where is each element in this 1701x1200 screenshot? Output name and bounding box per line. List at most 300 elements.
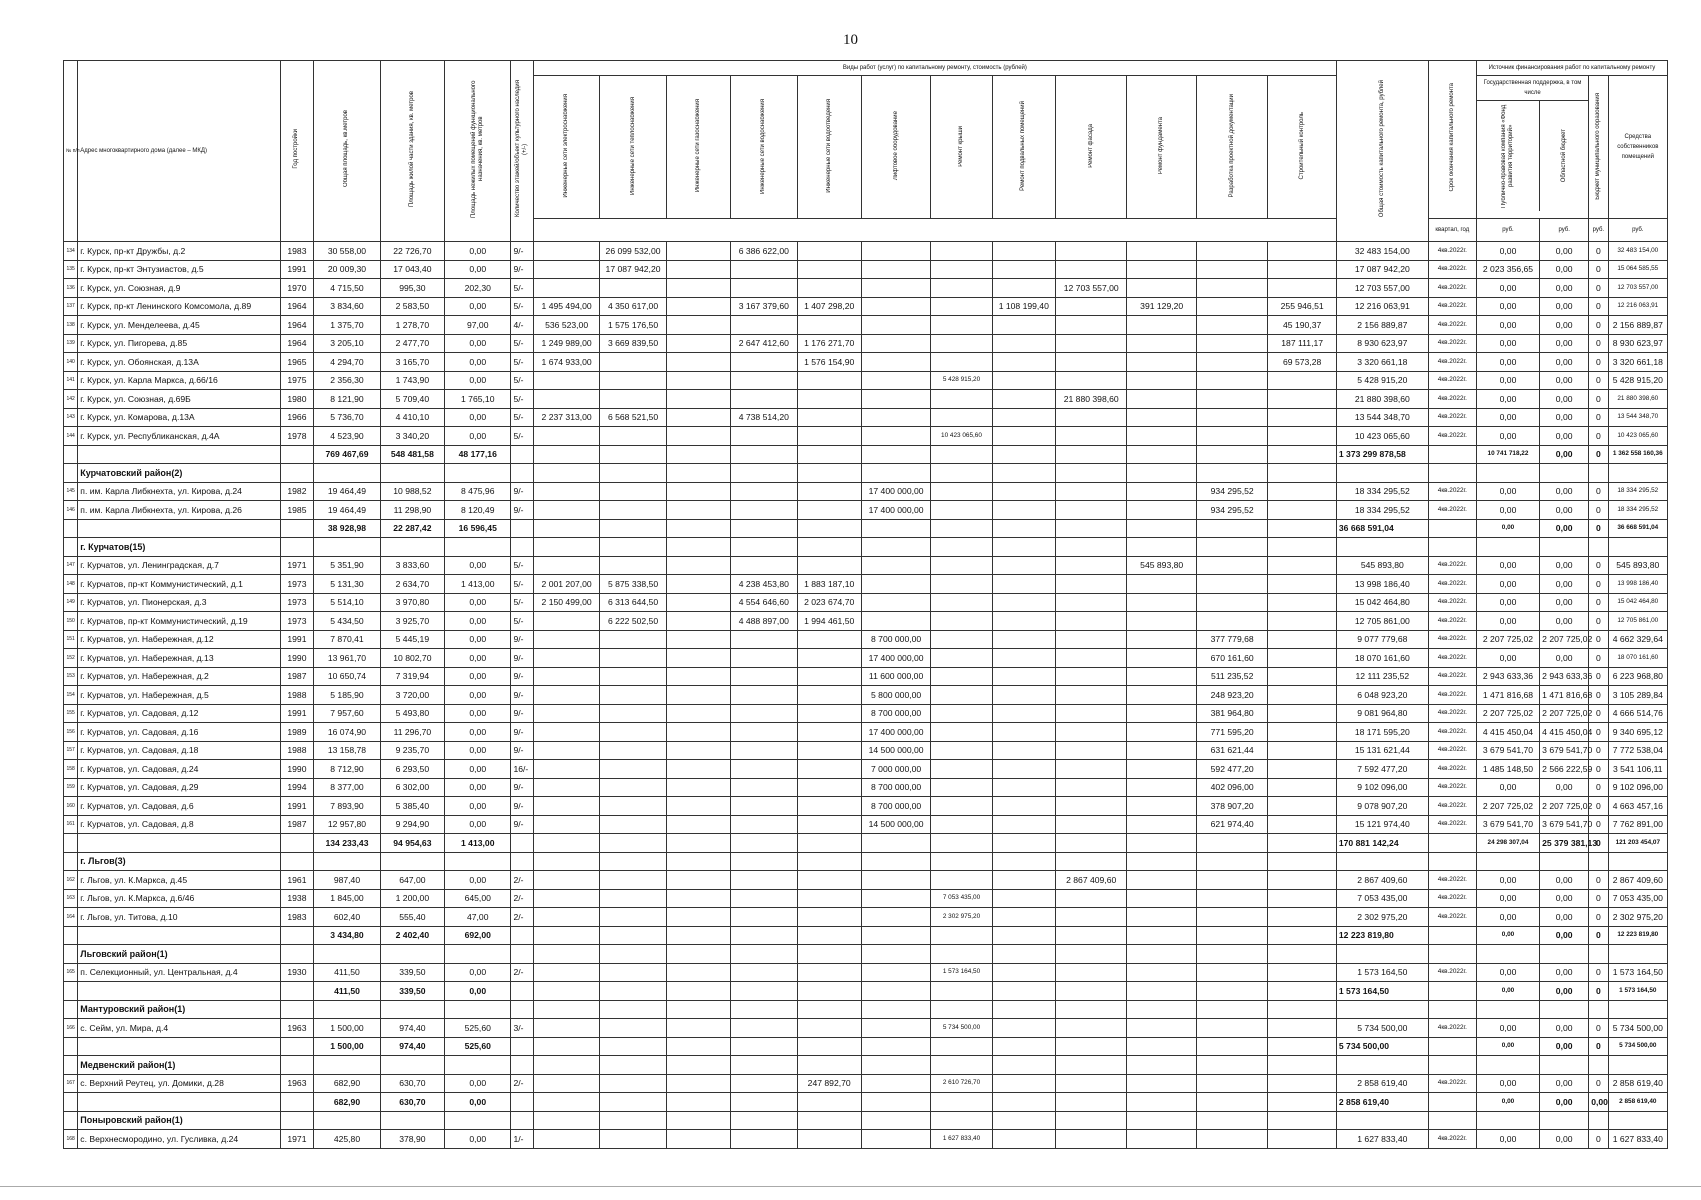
capital-repair-table-container xyxy=(63,60,1668,1149)
address-cell: г. Льгов, ул. К.Маркса, д.6/46 xyxy=(78,889,280,908)
work-cost-cell xyxy=(666,242,730,261)
header-floors: Количество этажей/объект культурного наследия (+/-) xyxy=(511,61,533,242)
empty-cell xyxy=(1127,852,1196,871)
fund-cell: 0,00 xyxy=(1476,908,1539,927)
district-name: Медвенский район(1) xyxy=(78,1056,280,1075)
year-cell: 1990 xyxy=(280,760,314,779)
year-cell: 1991 xyxy=(280,797,314,816)
work-cost-cell xyxy=(1055,963,1127,982)
living-area-cell: 6 293,50 xyxy=(380,760,444,779)
floors-cell: 5/- xyxy=(511,334,533,353)
work-cost-cell xyxy=(1127,963,1196,982)
total-cost-cell: 5 734 500,00 xyxy=(1336,1037,1428,1056)
work-cost-cell xyxy=(731,427,797,446)
row-number: 151 xyxy=(64,630,78,649)
work-cost-cell xyxy=(666,260,730,279)
work-cost-cell xyxy=(1127,593,1196,612)
total-cost-cell: 18 171 595,20 xyxy=(1336,723,1428,742)
empty-cell xyxy=(1608,945,1667,964)
municipal-cell: 0 xyxy=(1589,371,1608,390)
total-area-cell: 411,50 xyxy=(314,982,380,1001)
work-cost-cell xyxy=(666,279,730,298)
living-area-cell: 7 319,94 xyxy=(380,667,444,686)
empty-cell xyxy=(1476,852,1539,871)
table-row xyxy=(64,797,1668,816)
work-cost-cell xyxy=(731,741,797,760)
total-cost-cell: 2 156 889,87 xyxy=(1336,316,1428,335)
floors-cell: 9/- xyxy=(511,704,533,723)
address-cell: г. Курчатов, ул. Набережная, д.5 xyxy=(78,686,280,705)
work-cost-cell xyxy=(1196,519,1268,538)
empty-cell xyxy=(731,1056,797,1075)
year-cell: 1965 xyxy=(280,353,314,372)
work-cost-cell: 45 190,37 xyxy=(1268,316,1336,335)
work-cost-cell xyxy=(992,908,1055,927)
table-row xyxy=(64,889,1668,908)
work-cost-cell xyxy=(931,260,992,279)
work-cost-cell xyxy=(1055,297,1127,316)
regional-cell: 0,00 xyxy=(1540,1130,1589,1149)
work-cost-cell: 378 907,20 xyxy=(1196,797,1268,816)
empty-cell xyxy=(600,538,666,557)
work-cost-cell xyxy=(731,260,797,279)
empty-cell xyxy=(861,852,930,871)
owners-cell: 18 070 161,60 xyxy=(1608,649,1667,668)
work-cost-cell xyxy=(731,1093,797,1112)
total-area-cell: 8 712,90 xyxy=(314,760,380,779)
work-cost-cell xyxy=(1055,1130,1127,1149)
work-cost-cell: 8 700 000,00 xyxy=(861,630,930,649)
empty-cell xyxy=(731,538,797,557)
work-cost-cell xyxy=(797,242,861,261)
deadline-cell xyxy=(1428,445,1476,464)
living-area-cell: 339,50 xyxy=(380,963,444,982)
living-area-cell: 3 970,80 xyxy=(380,593,444,612)
work-cost-cell: 6 568 521,50 xyxy=(600,408,666,427)
floors-cell xyxy=(511,1093,533,1112)
living-area-cell: 22 726,70 xyxy=(380,242,444,261)
regional-cell: 0,00 xyxy=(1540,982,1589,1001)
empty-cell xyxy=(533,538,599,557)
table-row xyxy=(64,556,1668,575)
work-cost-cell xyxy=(666,297,730,316)
table-row xyxy=(64,279,1668,298)
header-unit-municipal: руб. xyxy=(1589,219,1608,242)
work-cost-cell xyxy=(1055,593,1127,612)
table-row xyxy=(64,704,1668,723)
total-area-cell: 5 514,10 xyxy=(314,593,380,612)
empty-cell xyxy=(797,1111,861,1130)
nonres-area-cell: 0,00 xyxy=(445,353,511,372)
nonres-area-cell: 0,00 xyxy=(445,667,511,686)
owners-cell: 2 867 409,60 xyxy=(1608,871,1667,890)
work-cost-cell xyxy=(1268,482,1336,501)
work-cost-cell xyxy=(992,482,1055,501)
table-row xyxy=(64,963,1668,982)
work-cost-cell: 8 700 000,00 xyxy=(861,704,930,723)
work-cost-cell xyxy=(797,834,861,853)
living-area-cell: 548 481,58 xyxy=(380,445,444,464)
total-area-cell: 10 650,74 xyxy=(314,667,380,686)
work-cost-cell xyxy=(1055,778,1127,797)
owners-cell: 1 627 833,40 xyxy=(1608,1130,1667,1149)
owners-cell: 12 703 557,00 xyxy=(1608,279,1667,298)
work-cost-cell: 6 222 502,50 xyxy=(600,612,666,631)
work-cost-cell xyxy=(931,575,992,594)
address-cell xyxy=(78,1093,280,1112)
empty-cell xyxy=(861,945,930,964)
work-cost-cell xyxy=(931,334,992,353)
empty-cell xyxy=(1608,464,1667,483)
deadline-cell: 4кв.2022г. xyxy=(1428,741,1476,760)
work-cost-cell: 5 428 915,20 xyxy=(931,371,992,390)
work-cost-cell xyxy=(1196,445,1268,464)
deadline-cell: 4кв.2022г. xyxy=(1428,612,1476,631)
work-cost-cell xyxy=(600,889,666,908)
work-cost-cell xyxy=(731,390,797,409)
total-cost-cell: 32 483 154,00 xyxy=(1336,242,1428,261)
district-header-row xyxy=(64,1111,1668,1130)
work-cost-cell xyxy=(992,797,1055,816)
deadline-cell: 4кв.2022г. xyxy=(1428,797,1476,816)
total-area-cell: 1 500,00 xyxy=(314,1019,380,1038)
work-cost-cell xyxy=(1268,390,1336,409)
owners-cell: 3 320 661,18 xyxy=(1608,353,1667,372)
empty-cell xyxy=(931,464,992,483)
district-name: г. Курчатов(15) xyxy=(78,538,280,557)
empty-cell xyxy=(1428,464,1476,483)
work-cost-cell xyxy=(992,1130,1055,1149)
empty-cell xyxy=(380,1000,444,1019)
floors-cell: 9/- xyxy=(511,649,533,668)
work-cost-cell xyxy=(1055,723,1127,742)
total-area-cell: 7 957,60 xyxy=(314,704,380,723)
regional-cell: 0,00 xyxy=(1540,427,1589,446)
nonres-area-cell: 0,00 xyxy=(445,741,511,760)
work-cost-cell xyxy=(666,334,730,353)
work-cost-cell xyxy=(1127,686,1196,705)
work-cost-cell xyxy=(1127,408,1196,427)
row-number: 144 xyxy=(64,427,78,446)
work-cost-cell xyxy=(861,519,930,538)
empty-cell xyxy=(1196,945,1268,964)
year-cell: 1970 xyxy=(280,279,314,298)
address-cell: г. Курск, ул. Обоянская, д.13А xyxy=(78,353,280,372)
empty-cell xyxy=(380,1056,444,1075)
nonres-area-cell: 1 413,00 xyxy=(445,575,511,594)
work-cost-cell xyxy=(600,1019,666,1038)
year-cell: 1994 xyxy=(280,778,314,797)
work-cost-cell xyxy=(1127,612,1196,631)
table-row xyxy=(64,686,1668,705)
empty-cell xyxy=(1589,1111,1608,1130)
work-cost-cell: 545 893,80 xyxy=(1127,556,1196,575)
total-cost-cell: 170 881 142,24 xyxy=(1336,834,1428,853)
living-area-cell: 378,90 xyxy=(380,1130,444,1149)
empty-cell xyxy=(1196,852,1268,871)
work-cost-cell: 1 176 271,70 xyxy=(797,334,861,353)
work-cost-cell xyxy=(992,408,1055,427)
deadline-cell: 4кв.2022г. xyxy=(1428,908,1476,927)
owners-cell: 7 053 435,00 xyxy=(1608,889,1667,908)
deadline-cell xyxy=(1428,926,1476,945)
empty-cell xyxy=(600,464,666,483)
year-cell: 1991 xyxy=(280,630,314,649)
address-cell: г. Курск, пр-кт Дружбы, д.2 xyxy=(78,242,280,261)
work-cost-cell xyxy=(861,612,930,631)
empty-cell xyxy=(731,852,797,871)
work-cost-cell xyxy=(1055,686,1127,705)
work-cost-cell xyxy=(1268,519,1336,538)
floors-cell xyxy=(511,982,533,1001)
empty-cell xyxy=(731,464,797,483)
work-cost-cell xyxy=(1127,982,1196,1001)
total-area-cell: 5 131,30 xyxy=(314,575,380,594)
work-cost-cell xyxy=(731,815,797,834)
empty-cell xyxy=(445,945,511,964)
municipal-cell: 0 xyxy=(1589,1019,1608,1038)
empty-cell xyxy=(445,1111,511,1130)
table-row xyxy=(64,390,1668,409)
fund-cell: 0,00 xyxy=(1476,353,1539,372)
district-header-row xyxy=(64,538,1668,557)
table-row xyxy=(64,427,1668,446)
work-cost-cell xyxy=(931,667,992,686)
work-cost-cell xyxy=(533,982,599,1001)
nonres-area-cell: 0,00 xyxy=(445,797,511,816)
work-cost-cell: 631 621,44 xyxy=(1196,741,1268,760)
empty-cell xyxy=(1608,1111,1667,1130)
work-cost-cell xyxy=(600,1130,666,1149)
row-number: 145 xyxy=(64,482,78,501)
work-cost-cell xyxy=(931,353,992,372)
work-cost-cell xyxy=(931,519,992,538)
municipal-cell: 0 xyxy=(1589,242,1608,261)
work-cost-cell xyxy=(992,982,1055,1001)
work-cost-cell xyxy=(1268,982,1336,1001)
work-cost-cell: 5 875 338,50 xyxy=(600,575,666,594)
fund-cell: 0,00 xyxy=(1476,297,1539,316)
work-cost-cell: 8 700 000,00 xyxy=(861,797,930,816)
work-cost-cell xyxy=(931,704,992,723)
nonres-area-cell: 0,00 xyxy=(445,871,511,890)
work-cost-cell xyxy=(600,556,666,575)
row-number: 140 xyxy=(64,353,78,372)
work-cost-cell xyxy=(1268,427,1336,446)
row-number: 152 xyxy=(64,649,78,668)
work-cost-cell xyxy=(666,630,730,649)
regional-cell: 0,00 xyxy=(1540,519,1589,538)
empty-cell xyxy=(1268,464,1336,483)
empty-cell xyxy=(511,464,533,483)
work-cost-cell xyxy=(992,704,1055,723)
address-cell: г. Льгов, ул. К.Маркса, д.45 xyxy=(78,871,280,890)
work-cost-cell xyxy=(797,482,861,501)
total-cost-cell: 9 081 964,80 xyxy=(1336,704,1428,723)
table-row xyxy=(64,908,1668,927)
regional-cell: 0,00 xyxy=(1540,1019,1589,1038)
empty-cell xyxy=(445,538,511,557)
total-cost-cell: 12 111 235,52 xyxy=(1336,667,1428,686)
work-cost-cell xyxy=(797,741,861,760)
empty-cell xyxy=(731,1111,797,1130)
regional-cell: 2 207 725,02 xyxy=(1540,797,1589,816)
work-cost-cell xyxy=(1127,501,1196,520)
work-cost-cell xyxy=(731,908,797,927)
empty-cell xyxy=(1476,945,1539,964)
work-cost-cell xyxy=(666,427,730,446)
empty-cell xyxy=(797,945,861,964)
empty-cell xyxy=(1196,464,1268,483)
work-cost-cell xyxy=(861,390,930,409)
work-cost-cell xyxy=(1196,1074,1268,1093)
deadline-cell: 4кв.2022г. xyxy=(1428,723,1476,742)
living-area-cell: 3 833,60 xyxy=(380,556,444,575)
work-cost-cell: 17 400 000,00 xyxy=(861,501,930,520)
empty-cell xyxy=(931,1000,992,1019)
header-w-basement: Ремонт подвальных помещений xyxy=(992,76,1055,219)
work-cost-cell xyxy=(1127,1074,1196,1093)
work-cost-cell xyxy=(1127,815,1196,834)
deadline-cell: 4кв.2022г. xyxy=(1428,408,1476,427)
work-cost-cell: 3 669 839,50 xyxy=(600,334,666,353)
header-living-area: Площадь жилой части здания, кв. метров xyxy=(380,61,444,242)
work-cost-cell: 377 779,68 xyxy=(1196,630,1268,649)
regional-cell: 0,00 xyxy=(1540,1093,1589,1112)
municipal-cell: 0 xyxy=(1589,815,1608,834)
table-row xyxy=(64,501,1668,520)
work-cost-cell xyxy=(1268,908,1336,927)
fund-cell: 10 741 718,22 xyxy=(1476,445,1539,464)
regional-cell: 3 679 541,70 xyxy=(1540,815,1589,834)
deadline-cell xyxy=(1428,1093,1476,1112)
empty-cell xyxy=(1428,538,1476,557)
municipal-cell: 0 xyxy=(1589,297,1608,316)
work-cost-cell xyxy=(600,723,666,742)
owners-cell: 10 423 065,60 xyxy=(1608,427,1667,446)
empty-cell xyxy=(1127,538,1196,557)
work-cost-cell xyxy=(600,741,666,760)
nonres-area-cell: 48 177,16 xyxy=(445,445,511,464)
total-area-cell: 1 375,70 xyxy=(314,316,380,335)
fund-cell: 2 207 725,02 xyxy=(1476,704,1539,723)
fund-cell: 0,00 xyxy=(1476,316,1539,335)
work-cost-cell xyxy=(666,1074,730,1093)
address-cell xyxy=(78,982,280,1001)
year-cell: 1975 xyxy=(280,371,314,390)
empty-cell xyxy=(861,464,930,483)
nonres-area-cell: 0,00 xyxy=(445,649,511,668)
deadline-cell: 4кв.2022г. xyxy=(1428,334,1476,353)
municipal-cell: 0 xyxy=(1589,760,1608,779)
total-cost-cell: 2 858 619,40 xyxy=(1336,1093,1428,1112)
work-cost-cell xyxy=(600,797,666,816)
living-area-cell: 974,40 xyxy=(380,1019,444,1038)
address-cell xyxy=(78,834,280,853)
work-cost-cell xyxy=(1268,501,1336,520)
living-area-cell: 17 043,40 xyxy=(380,260,444,279)
header-owners: Средства собственников помещений xyxy=(1608,76,1667,219)
work-cost-cell xyxy=(600,1093,666,1112)
owners-cell: 18 334 295,52 xyxy=(1608,501,1667,520)
total-cost-cell: 12 705 861,00 xyxy=(1336,612,1428,631)
empty-cell xyxy=(1476,464,1539,483)
empty-cell xyxy=(600,1000,666,1019)
municipal-cell: 0 xyxy=(1589,963,1608,982)
row-number-cell xyxy=(64,982,78,1001)
empty-cell xyxy=(1608,852,1667,871)
work-cost-cell xyxy=(731,871,797,890)
work-cost-cell xyxy=(1196,297,1268,316)
year-cell: 1978 xyxy=(280,427,314,446)
header-unit-regional: руб. xyxy=(1540,219,1589,242)
work-cost-cell xyxy=(533,1037,599,1056)
municipal-cell: 0 xyxy=(1589,316,1608,335)
work-cost-cell xyxy=(1055,889,1127,908)
work-cost-cell xyxy=(1055,982,1127,1001)
work-cost-cell xyxy=(992,242,1055,261)
work-cost-cell xyxy=(731,760,797,779)
empty-cell xyxy=(1428,852,1476,871)
regional-cell: 0,00 xyxy=(1540,297,1589,316)
total-area-cell: 19 464,49 xyxy=(314,482,380,501)
work-cost-cell xyxy=(992,1074,1055,1093)
work-cost-cell xyxy=(861,963,930,982)
total-cost-cell: 12 703 557,00 xyxy=(1336,279,1428,298)
regional-cell: 0,00 xyxy=(1540,242,1589,261)
work-cost-cell xyxy=(797,1130,861,1149)
living-area-cell: 2 634,70 xyxy=(380,575,444,594)
empty-cell xyxy=(1428,945,1476,964)
work-cost-cell xyxy=(533,482,599,501)
address-cell: г. Курчатов, ул. Садовая, д.12 xyxy=(78,704,280,723)
work-cost-cell xyxy=(1268,797,1336,816)
work-cost-cell: 536 523,00 xyxy=(533,316,599,335)
nonres-area-cell: 8 475,96 xyxy=(445,482,511,501)
living-area-cell: 974,40 xyxy=(380,1037,444,1056)
empty-cell xyxy=(314,464,380,483)
work-cost-cell xyxy=(600,686,666,705)
empty-cell xyxy=(1540,464,1589,483)
row-number: 163 xyxy=(64,889,78,908)
work-cost-cell xyxy=(931,612,992,631)
work-cost-cell xyxy=(861,871,930,890)
regional-cell: 0,00 xyxy=(1540,390,1589,409)
table-row xyxy=(64,353,1668,372)
floors-cell: 5/- xyxy=(511,556,533,575)
address-cell: г. Курчатов, ул. Набережная, д.2 xyxy=(78,667,280,686)
work-cost-cell xyxy=(731,316,797,335)
empty-cell xyxy=(731,945,797,964)
total-area-cell: 8 121,90 xyxy=(314,390,380,409)
regional-cell: 0,00 xyxy=(1540,926,1589,945)
empty-cell xyxy=(1055,945,1127,964)
regional-cell: 0,00 xyxy=(1540,316,1589,335)
fund-cell: 2 207 725,02 xyxy=(1476,630,1539,649)
total-area-cell: 5 736,70 xyxy=(314,408,380,427)
address-cell: г. Курчатов, ул. Садовая, д.24 xyxy=(78,760,280,779)
header-w-facade: Ремонт фасада xyxy=(1055,76,1127,219)
header-total-area: Общая площадь, кв.метров xyxy=(314,61,380,242)
work-cost-cell xyxy=(931,316,992,335)
row-number-cell xyxy=(64,519,78,538)
deadline-cell: 4кв.2022г. xyxy=(1428,242,1476,261)
address-cell xyxy=(78,445,280,464)
municipal-cell: 0 xyxy=(1589,1130,1608,1149)
row-number: 141 xyxy=(64,371,78,390)
subtotal-row xyxy=(64,982,1668,1001)
work-cost-cell xyxy=(1055,1074,1127,1093)
